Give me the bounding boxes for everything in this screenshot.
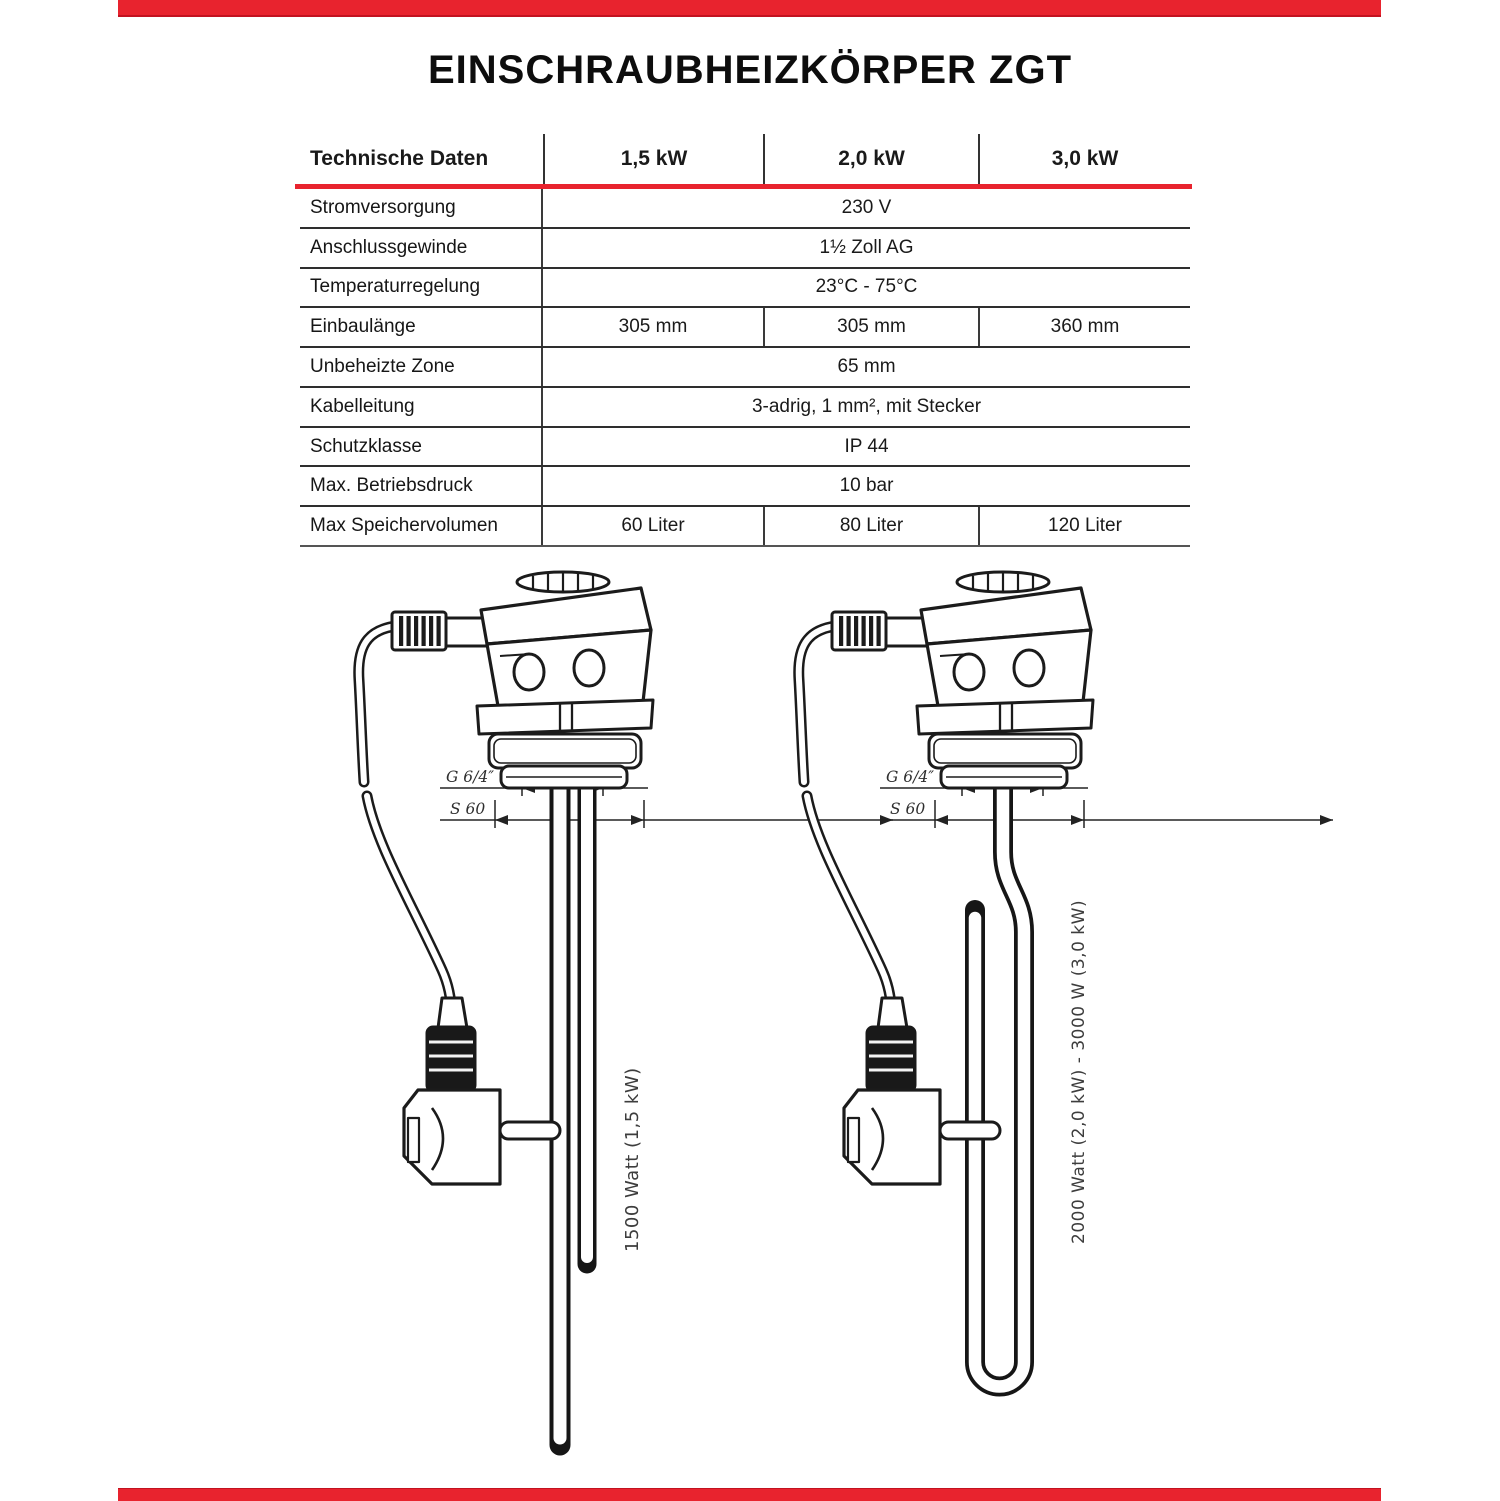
row-value: 10 bar	[839, 475, 894, 497]
figure-caption: 2000 Watt (2,0 kW) - 3000 W (3,0 kW)	[1069, 899, 1089, 1244]
table-row	[300, 467, 1190, 507]
row-value-2-0kw: 305 mm	[763, 308, 978, 346]
thread-dimension-label: G 6/4″	[446, 768, 495, 786]
figure-caption: 1500 Watt (1,5 kW)	[622, 1067, 643, 1252]
top-red-border	[118, 0, 1381, 17]
row-value: 230 V	[841, 196, 892, 218]
table-row	[300, 269, 1190, 309]
row-value-3-0kw: 360 mm	[978, 308, 1190, 346]
table-row	[300, 189, 1190, 229]
row-value-2-0kw: 80 Liter	[763, 507, 978, 545]
table-row	[300, 507, 1190, 547]
row-value-1-5kw: 305 mm	[618, 316, 688, 338]
row-label: Max. Betriebsdruck	[300, 467, 543, 505]
column-header-2-0kw: 2,0 kW	[763, 134, 978, 184]
row-value: IP 44	[844, 435, 889, 457]
heating-tube-loop	[975, 774, 1024, 1387]
row-value: 23°C - 75°C	[815, 276, 918, 298]
row-label: Einbaulänge	[300, 308, 543, 346]
power-cable	[799, 626, 892, 1022]
row-value-1-5kw: 60 Liter	[621, 515, 685, 537]
bottom-red-border	[118, 1488, 1381, 1501]
technical-data-table	[300, 134, 1190, 547]
table-row	[300, 229, 1190, 269]
wrench-dimension-label: S 60	[890, 800, 926, 818]
row-label: Temperaturregelung	[300, 269, 543, 307]
row-label: Schutzklasse	[300, 428, 543, 466]
row-value: 65 mm	[837, 356, 896, 378]
schuko-plug	[404, 998, 560, 1184]
table-row	[300, 388, 1190, 428]
heating-element-diagram-2000-3000w	[788, 552, 1348, 1482]
column-header-1-5kw: 1,5 kW	[543, 134, 763, 184]
thread-dimension-label: G 6/4″	[886, 768, 935, 786]
row-label: Anschlussgewinde	[300, 229, 543, 267]
table-row	[300, 308, 1190, 348]
column-header-3-0kw: 3,0 kW	[978, 134, 1190, 184]
table-row	[300, 428, 1190, 468]
row-value-3-0kw: 120 Liter	[978, 507, 1190, 545]
table-header-row	[300, 134, 1190, 184]
wrench-dimension-label: S 60	[450, 800, 486, 818]
page-title: EINSCHRAUBHEIZKÖRPER ZGT	[427, 48, 1073, 92]
thermostat-head	[832, 572, 1093, 788]
table-body	[300, 189, 1190, 547]
heating-tube	[560, 774, 587, 1445]
row-value: 1½ Zoll AG	[819, 236, 914, 258]
table-header-label: Technische Daten	[310, 147, 489, 170]
row-label: Stromversorgung	[300, 189, 543, 227]
row-value: 3-adrig, 1 mm², mit Stecker	[751, 395, 982, 417]
row-label: Max Speichervolumen	[300, 507, 543, 545]
row-label: Kabelleitung	[300, 388, 543, 426]
table-header-divider	[295, 184, 1192, 189]
power-cable	[359, 626, 452, 1022]
row-label: Unbeheizte Zone	[300, 348, 543, 386]
table-row	[300, 348, 1190, 388]
thermostat-head	[392, 572, 653, 788]
